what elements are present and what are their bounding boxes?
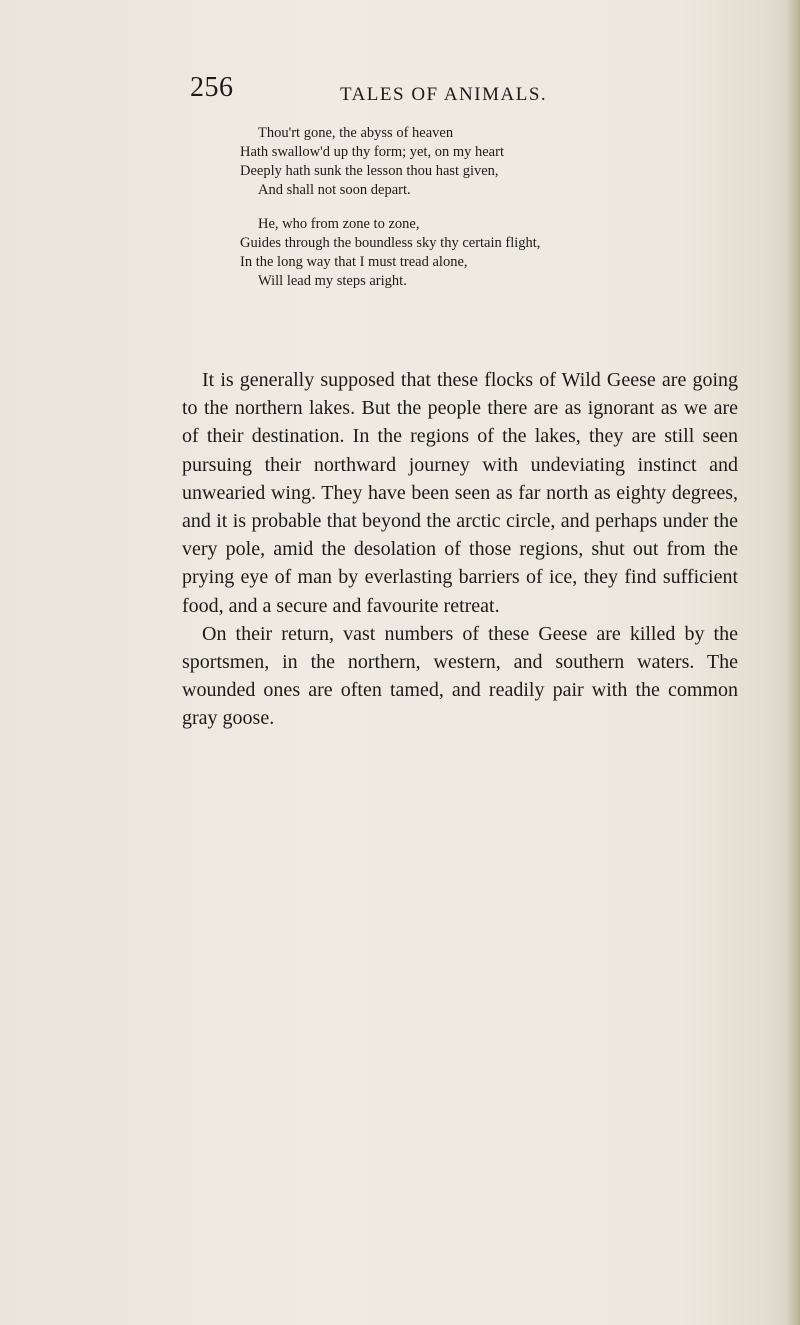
poem-stanza xyxy=(240,215,740,291)
running-head: TALES OF ANIMALS. xyxy=(340,84,548,105)
poem-line: Will lead my steps aright. xyxy=(258,273,407,289)
page-edge-shadow xyxy=(786,0,800,1325)
poem-line: Hath swallow'd up thy form; yet, on my heart xyxy=(240,144,504,160)
poem-line: Deeply hath sunk the lesson thou hast given, xyxy=(240,163,499,179)
poem-line: Guides through the boundless sky thy certain flight, xyxy=(240,235,541,251)
poem-line: In the long way that I must tread alone, xyxy=(240,254,468,270)
poem-line: And shall not soon depart. xyxy=(258,182,411,198)
poem-line: He, who from zone to zone, xyxy=(258,216,420,232)
paragraph: It is generally supposed that these flocks of Wild Geese are going to the northern lakes. But the people there are as ignorant as we are of their destination. In the regions of the lakes, they are still seen pursuing their northward journey with undeviating instinct and unwearied wing. They have been seen as far north as eighty degrees, and it is probable that beyond the arctic circle, and perhaps under the very pole, amid the desolation of those regions, shut out from the prying eye of man by everlasting barriers of ice, they find sufficient food, and a secure and favourite retreat. xyxy=(182,369,738,617)
poem-line: Thou'rt gone, the abyss of heaven xyxy=(258,125,454,141)
body-text xyxy=(182,366,738,733)
poem xyxy=(240,124,740,306)
paragraph: On their return, vast numbers of these Geese are killed by the sportsmen, in the northern, western, and southern waters. The wounded ones are often tamed, and readily pair with the common gray goose. xyxy=(182,622,738,730)
poem-stanza xyxy=(240,124,740,200)
page-number: 256 xyxy=(190,72,234,103)
